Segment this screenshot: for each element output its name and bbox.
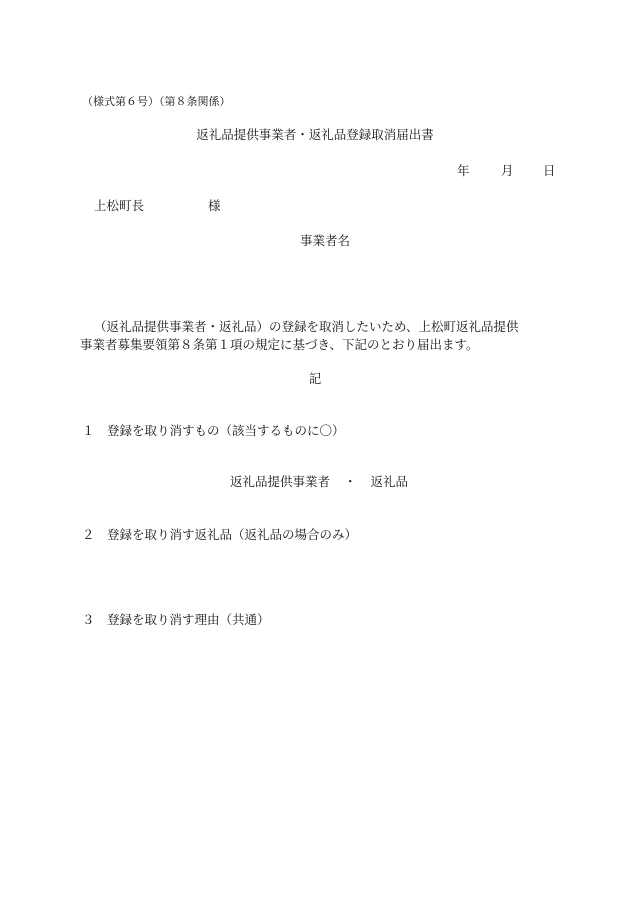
- option-supplier: 返礼品提供事業者: [230, 474, 331, 489]
- item-1-heading: １ 登録を取り消すもの（該当するものに〇）: [82, 423, 345, 438]
- date-year-label: 年: [457, 163, 470, 178]
- ki-heading: 記: [308, 371, 322, 386]
- applicant-name-label: 事業者名: [300, 233, 351, 248]
- item-3-heading: ３ 登録を取り消す理由（共通）: [82, 612, 270, 627]
- item-2-heading: ２ 登録を取り消す返礼品（返礼品の場合のみ）: [82, 527, 358, 542]
- body-line-1: （返礼品提供事業者・返礼品）の登録を取消したいため、上松町返礼品提供: [94, 319, 519, 334]
- option-product: 返礼品: [370, 474, 409, 489]
- form-number: （様式第６号）（第８条関係）: [82, 95, 231, 108]
- addressee-honorific: 様: [208, 198, 221, 213]
- document-title: 返礼品提供事業者・返礼品登録取消届出書: [196, 127, 434, 142]
- date-line: [457, 163, 556, 179]
- cancellation-options: [230, 474, 408, 490]
- addressee-name: 上松町長: [94, 198, 145, 213]
- option-separator: ・: [344, 474, 357, 489]
- date-day-label: 日: [543, 163, 556, 178]
- date-month-label: 月: [501, 163, 514, 178]
- addressee: [94, 198, 221, 214]
- body-line-2: 事業者募集要領第８条第１項の規定に基づき、下記のとおり届出ます。: [80, 337, 479, 352]
- body-paragraph: [80, 318, 560, 354]
